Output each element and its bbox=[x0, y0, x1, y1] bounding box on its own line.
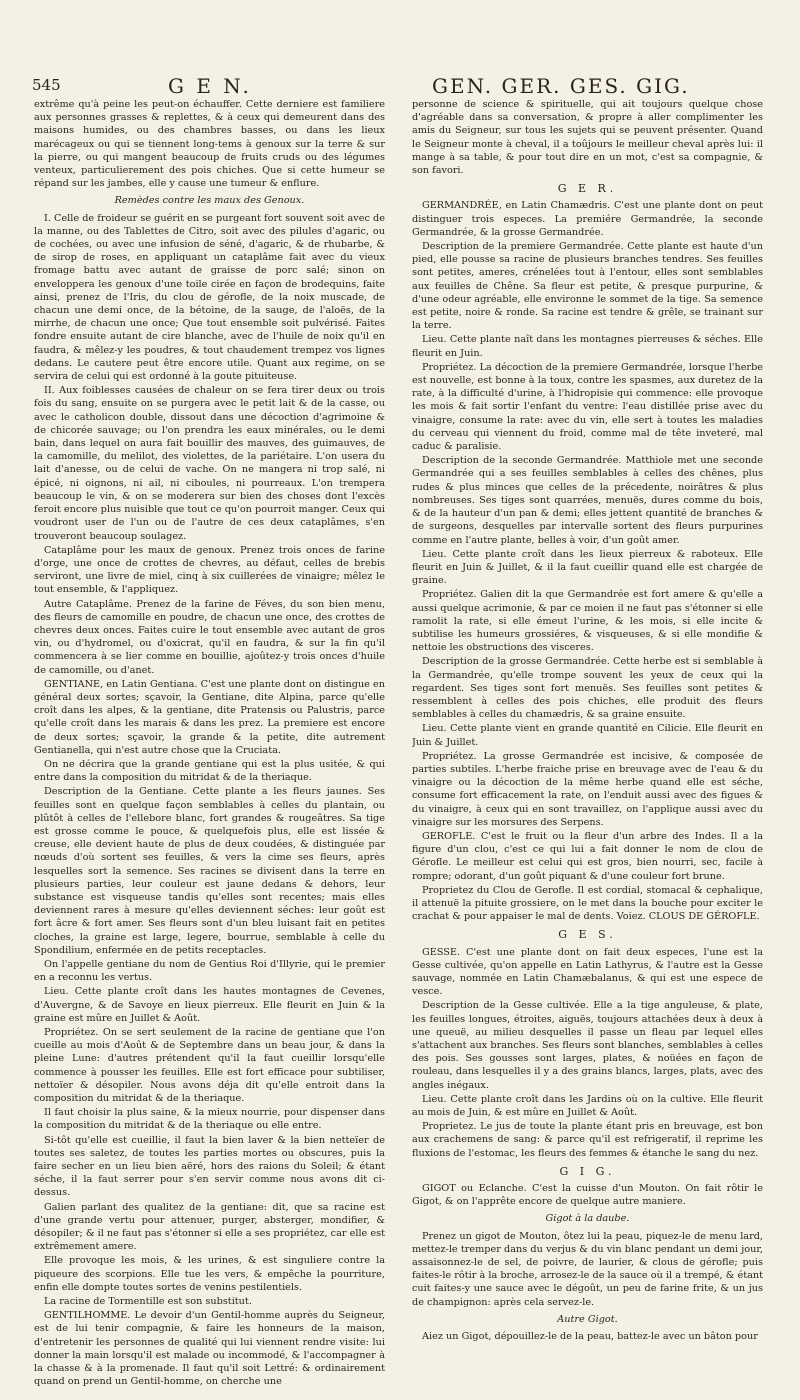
paragraph: II. Aux foiblesses causées de chaleur on se fera tirer deux ou trois fois du sang, ensuite on se purgera avec le petit lait & de la casse, ou avec le catholicon double, dissout dans une décoction d'agrimoine & de chicorée sauvage; ou l'on prendra les eaux minérales, ou le demi bain, dans lequel on aura fait bouillir des mauves, des guimauves, de la camomille, du melilot, des violettes, de la pariétaire. L'on usera du lait d'anesse, ou de celui de vache. On ne mangera ni trop salé, ni épicé, ni oignons, ni ail, ni ciboules, ni pourreaux. L'on trempera beaucoup le vin, & on se moderera sur bien des choses dont l'excès feroit encore plus nuisible que tout ce qu'on pourroit manger. Ceux qui voudront user de l'un ou de l'autre de ces deux cataplâmes, s'en trouveront beaucoup soulagez. bbox=[34, 385, 385, 542]
paragraph: Description de la seconde Germandrée. Matthiole met une seconde Germandrée qui a ses feuilles semblables à celles des chênes, plus rudes & plus minces que celles de la précedente, noirâtres & plus nombreuses. Ses tiges sont quarrées, menuës, dures comme du bois, & de la hauteur d'un pan & demi; elles jettent quantité de branches & de surgeons, desquelles par intervalle sortent des fleurs purpurines comme en l'autre plante, belles à voir, d'un goût amer. bbox=[412, 455, 763, 546]
paragraph: Description de la grosse Germandrée. Cette herbe est si semblable à la Germandrée, qu'elle trompe souvent les yeux de ceux qui la regardent. Ses tiges sont fort menuës. Ses feuilles sont petites & ressemblent à celles des pois chiches, elle produit des fleurs semblables à celles du chamædris, & sa graine ensuite. bbox=[412, 656, 763, 721]
running-head-left: G E N. bbox=[168, 74, 252, 98]
paragraph: Lieu. Cette plante naît dans les montagnes pierreuses & séches. Elle fleurit en Juin. bbox=[412, 334, 763, 359]
section-heading: G I G. bbox=[559, 1164, 616, 1178]
paragraph: Elle provoque les mois, & les urines, & est singuliere contre la piqueure des scorpions. Elle tue les vers, & empêche la pourriture, enfin elle dompte toutes sortes de venins pestilentiels. bbox=[34, 1255, 385, 1293]
paragraph: Prenez un gigot de Mouton, ôtez lui la peau, piquez-le de menu lard, mettez-le tremper dans du verjus & du vin blanc pendant un demi jour, assaisonnez-le de sel, de poivre, de laurier, & clous de gérofle; puis faites-le rôtir à la broche, arrosez-le de la sauce où il a trempé, & étant cuit faites-y une sauce avec le dégoût, un peu de farine frite, & un jus de champignon: après cela servez-le. bbox=[412, 1230, 763, 1308]
paragraph: GENTIANE, en Latin Gentiana. C'est une plante dont on distingue en général deux sortes; sçavoir, la Gentiane, dite Alpina, parce qu'elle croît dans les alpes, & la gentiane, dite Pratensis ou Palustris, parce qu'elle croît dans les marais & dans les prez. La premiere est encore de deux sortes; sçavoir, la grande & la petite, dite autrement Gentianella, qui n'est autre chose que la Cruciata. bbox=[34, 678, 385, 756]
paragraph: personne de science & spirituelle, qui ait toujours quelque chose d'agréable dans sa conversation, & propre à aller complimenter les amis du Seigneur, sur tous les sujets qui se peuvent présenter. Quand le Seigneur monte à cheval, il a toûjours le meilleur cheval après lui: il mange à sa table, & pour tout dire en un mot, c'est sa compagnie, & son favori. bbox=[412, 99, 763, 177]
left-column bbox=[34, 98, 385, 1394]
subheading: Remèdes contre les maux des Genoux. bbox=[114, 195, 305, 207]
paragraph: GIGOT ou Eclanche. C'est la cuisse d'un Mouton. On fait rôtir le Gigot, & on l'apprête encore de quelque autre maniere. bbox=[412, 1183, 763, 1208]
paragraph: GESSE. C'est une plante dont on fait deux especes, l'une est la Gesse cultivée, qu'on appelle en Latin Lathyrus, & l'autre est la Gesse sauvage, nommée en Latin Chamæbalanus, & qui est une espece de vesce. bbox=[412, 946, 763, 998]
paragraph: Galien parlant des qualitez de la gentiane: dit, que sa racine est d'une grande vertu pour attenuer, purger, absterger, mondifier, & désopiler; & il ne faut pas s'étonner si elle a ses propriétez, car elle est extrêmement amere. bbox=[34, 1201, 385, 1253]
paragraph: Il faut choisir la plus saine, & la mieux nourrie, pour dispenser dans la composition du mitridat & de la theriaque ou elle entre. bbox=[34, 1107, 385, 1132]
paragraph: GEROFLE. C'est le fruit ou la fleur d'un arbre des Indes. Il a la figure d'un clou, c'est ce qui lui a fait donner le nom de clou de Gérofle. Le meilleur est celui qui est gros, bien nourri, sec, facile à rompre; odorant, d'un goût piquant & d'une couleur fort brune. bbox=[412, 830, 763, 882]
paragraph: Lieu. Cette plante vient en grande quantité en Cilicie. Elle fleurit en Juin & Juillet. bbox=[412, 723, 763, 748]
subheading: Gigot à la daube. bbox=[545, 1213, 630, 1225]
paragraph: Cataplâme pour les maux de genoux. Prenez trois onces de farine d'orge, une once de crottes de chevres, au défaut, celles de brebis serviront, une livre de miel, cinq à six cuillerées de vinaigre; mêlez le tout ensemble, & l'appliquez. bbox=[34, 544, 385, 596]
paragraph: Lieu. Cette plante croît dans les hautes montagnes de Cevenes, d'Auvergne, & de Savoye en lieux pierreux. Elle fleurit en Juin & la graine est mûre en Juillet & Août. bbox=[34, 986, 385, 1024]
paragraph: Description de la premiere Germandrée. Cette plante est haute d'un pied, elle pousse sa racine de plusieurs branches tendres. Ses feuilles sont petites, ameres, crénelées tout à l'entour, elles sont semblables aux feuilles de Chêne. Sa fleur est petite, & presque purpurine, & d'une odeur agréable, elle environne le sommet de la tige. Sa semence est petite, noire & ronde. Sa racine est tendre & grêle, se trainant sur la terre. bbox=[412, 241, 763, 332]
paragraph: Description de la Gentiane. Cette plante a les fleurs jaunes. Ses feuilles sont en quelque façon semblables à celles du plantain, ou plûtôt à celles de l'ellebore blanc, fort grandes & rougeâtres. Sa tige est grosse comme le pouce, & quelquefois plus, elle est lissée & creuse, elle devient haute de plus de deux coudées, & distinguée par nœuds d'où sortent ses feuilles, & vers la cime ses fleurs, après lesquelles sort la semence. Ses racines se divisent dans la terre en plusieurs parties, leur couleur est jaune dedans & dehors, leur substance est visqueuse tandis qu'elles sont recentes; mais elles deviennent rares à mesure qu'elles deviennent séches: leur goût est fort âcre & fort amer. Ses fleurs sont d'un bleu luisant fait en petites cloches, la graine est large, legere, bourrue, semblable à celle du Spondilium, enfermée en de petits receptacles. bbox=[34, 786, 385, 956]
paragraph: Lieu. Cette plante croît dans les lieux pierreux & raboteux. Elle fleurit en Juin & Juillet, & il la faut cueillir quand elle est chargée de graine. bbox=[412, 548, 763, 587]
running-head-right: GEN. GER. GES. GIG. bbox=[432, 74, 690, 98]
paragraph: Autre Cataplâme. Prenez de la farine de Féves, du son bien menu, des fleurs de camomille en poudre, de chacun une once, des crottes de chevres deux onces. Faites cuire le tout ensemble avec autant de gros vin, ou d'hydromel, ou d'oxicrat, qu'il en faudra, & sur la fin qu'il commencera à se lier comme en bouillie, ajoûtez-y trois onces d'huile de camomille, ou d'anet. bbox=[34, 598, 385, 676]
paragraph: On ne décrira que la grande gentiane qui est la plus usitée, & qui entre dans la composition du mitridat & de la theriaque. bbox=[34, 758, 385, 784]
paragraph: Propriétez. On se sert seulement de la racine de gentiane que l'on cueille au mois d'Août & de Septembre dans un beau jour, & dans la pleine Lune: d'autres prétendent qu'il la faut cueillir lorsqu'elle commence à pousser les feuilles. Elle est fort efficace pour subtiliser, nettoïer & désopiler. Nous avons déja dit qu'elle entroit dans la composition du mitridat & de la theriaque. bbox=[34, 1027, 385, 1105]
paragraph: Description de la Gesse cultivée. Elle a la tige anguleuse, & plate, les feuilles longues, étroites, aiguës, toujours attachées deux à deux à une queuë, au milieu desquelles il passe un fleau par lequel elles s'attachent aux branches. Ses fleurs sont blanches, semblables à celles des pois. Ses gousses sont larges, plates, & noüées en façon de rouleau, dans lesquelles il y a des grains blancs, larges, plats, avec des angles inégaux. bbox=[412, 1000, 763, 1091]
paragraph: On l'appelle gentiane du nom de Gentius Roi d'Illyrie, qui le premier en a reconnu les vertus. bbox=[34, 959, 385, 984]
page-number: 545 bbox=[32, 76, 61, 94]
paragraph: Lieu. Cette plante croît dans les Jardins où on la cultive. Elle fleurit au mois de Juin, & est mûre en Juillet & Août. bbox=[412, 1093, 763, 1119]
paragraph: extrême qu'à peine les peut-on échauffer. Cette derniere est familiere aux personnes grasses & replettes, & à ceux qui demeurent dans des maisons humides, ou des chambres basses, ou dans les lieux marécageux ou qui se tiennent long-tems à genoux sur la terre & sur la pierre, ou qui mangent beaucoup de fruits cruds ou des légumes venteux, particulierement des pois chiches. Que si cette humeur se répand sur les jambes, elle y cause une tumeur & enflure. bbox=[34, 99, 385, 190]
subheading: Autre Gigot. bbox=[557, 1313, 618, 1325]
paragraph: Propriétez. La décoction de la premiere Germandrée, lorsque l'herbe est nouvelle, est bonne à la toux, contre les spasmes, aux duretez de la rate, à la difficulté d'urine, à l'hidropisie qui commence: elle provoque les mois & fait sortir l'enfant du ventre: l'eau distillée prise avec du vinaigre, consume la rate: avec du vin, elle sert à toutes les maladies du cerveau qui viennent du froid, comme mal de tête inveteré, mal caduc & paralisie. bbox=[412, 361, 763, 453]
section-heading: G E R. bbox=[557, 182, 618, 196]
paragraph: Propriétez. Galien dit la que Germandrée est fort amere & qu'elle a aussi quelque acrimonie, & par ce moien il ne faut pas s'étonner si elle ramolit la rate, si elle émeut l'urine, & les mois, si elle incite & subtilise les humeurs grossiéres, & visqueuses, & si elle mondifie & nettoie les obstructions des visceres. bbox=[412, 589, 763, 654]
paragraph: La racine de Tormentille est son substitut. bbox=[44, 1296, 252, 1308]
section-heading: G E S. bbox=[558, 928, 617, 942]
paragraph: Aiez un Gigot, dépouillez-le de la peau, battez-le avec un bâton pour bbox=[422, 1331, 758, 1343]
right-column bbox=[412, 98, 763, 1394]
paragraph: Proprietez. Le jus de toute la plante étant pris en breuvage, est bon aux crachemens de sang: & parce qu'il est refrigeratif, il reprime les fluxions de l'estomac, les fleurs des femmes & étanche le sang du nez. bbox=[412, 1121, 763, 1159]
paragraph: I. Celle de froideur se guérit en se purgeant fort souvent soit avec de la manne, ou des Tablettes de Citro, soit avec des pilules d'agaric, ou de cochées, ou avec une infusion de séné, d'agaric, & de rhubarbe, & de sirop de roses, en appliquant un cataplâme fait avec du vieux fromage battu avec autant de graisse de porc salé; sinon on enveloppera les genoux d'une toile cirée en façon de brodequins, faite ainsi, prenez de l'Iris, du clou de gérofle, de la noix muscade, de chacun une demi once, de la bétoine, de la sauge, de l'aloës, de la mirrhe, de chacun une once; Que tout ensemble soit pulvérisé. Faites fondre ensuite autant de cire blanche, avec de l'huile de noix qu'il en faudra, & mêlez-y les poudres, & tout chaudement trempez vos lignes dedans. Le cautere peut être encore utile. Quant aux regime, on se servira de celui qui est ordonné à la goute pituiteuse. bbox=[34, 212, 385, 383]
paragraph: Si-tôt qu'elle est cueillie, il faut la bien laver & la bien netteïer de toutes ses saletez, de toutes les parties mortes ou obscures, puis la faire secher en un lieu bien aëré, hors des raions du Soleil; & étant séche, il la faut serrer pour s'en servir comme nous avons dit ci-dessus. bbox=[34, 1134, 385, 1199]
paragraph: GENTILHOMME. Le devoir d'un Gentil-homme auprès du Seigneur, est de lui tenir compagnie, & faire les honneurs de la maison, d'entretenir les personnes de qualité qui lui viennent rendre visite: lui donner la main lorsqu'il est malade ou incommodé, & l'accompagner à la chasse & à la promenade. Il faut qu'il soit Lettré: & ordinairement quand on prend un Gentil-homme, on cherche une bbox=[34, 1310, 385, 1388]
paragraph: Propriétez. La grosse Germandrée est incisive, & composée de parties subtiles. L'herbe fraiche prise en breuvage avec de l'eau & du vinaigre ou la décoction de la même herbe quand elle est séche, consume fort efficacement la rate, on l'enduit aussi avec des figues & du vinaigre, à ceux qui en sont travaillez, on l'applique aussi avec du vinaigre sur les morsures des Serpens. bbox=[412, 750, 763, 828]
paragraph: GERMANDRÉE, en Latin Chamædris. C'est une plante dont on peut distinguer trois especes. La premiére Germandrée, la seconde Germandrée, & la grosse Germandrée. bbox=[412, 200, 763, 238]
paragraph: Proprietez du Clou de Gerofle. Il est cordial, stomacal & cephalique, il attenuë la pituite grossiere, on le met dans la bouche pour exciter le crachat & pour appaiser le mal de dents. Voiez. CLOUS DE GÉROFLE. bbox=[412, 884, 763, 923]
